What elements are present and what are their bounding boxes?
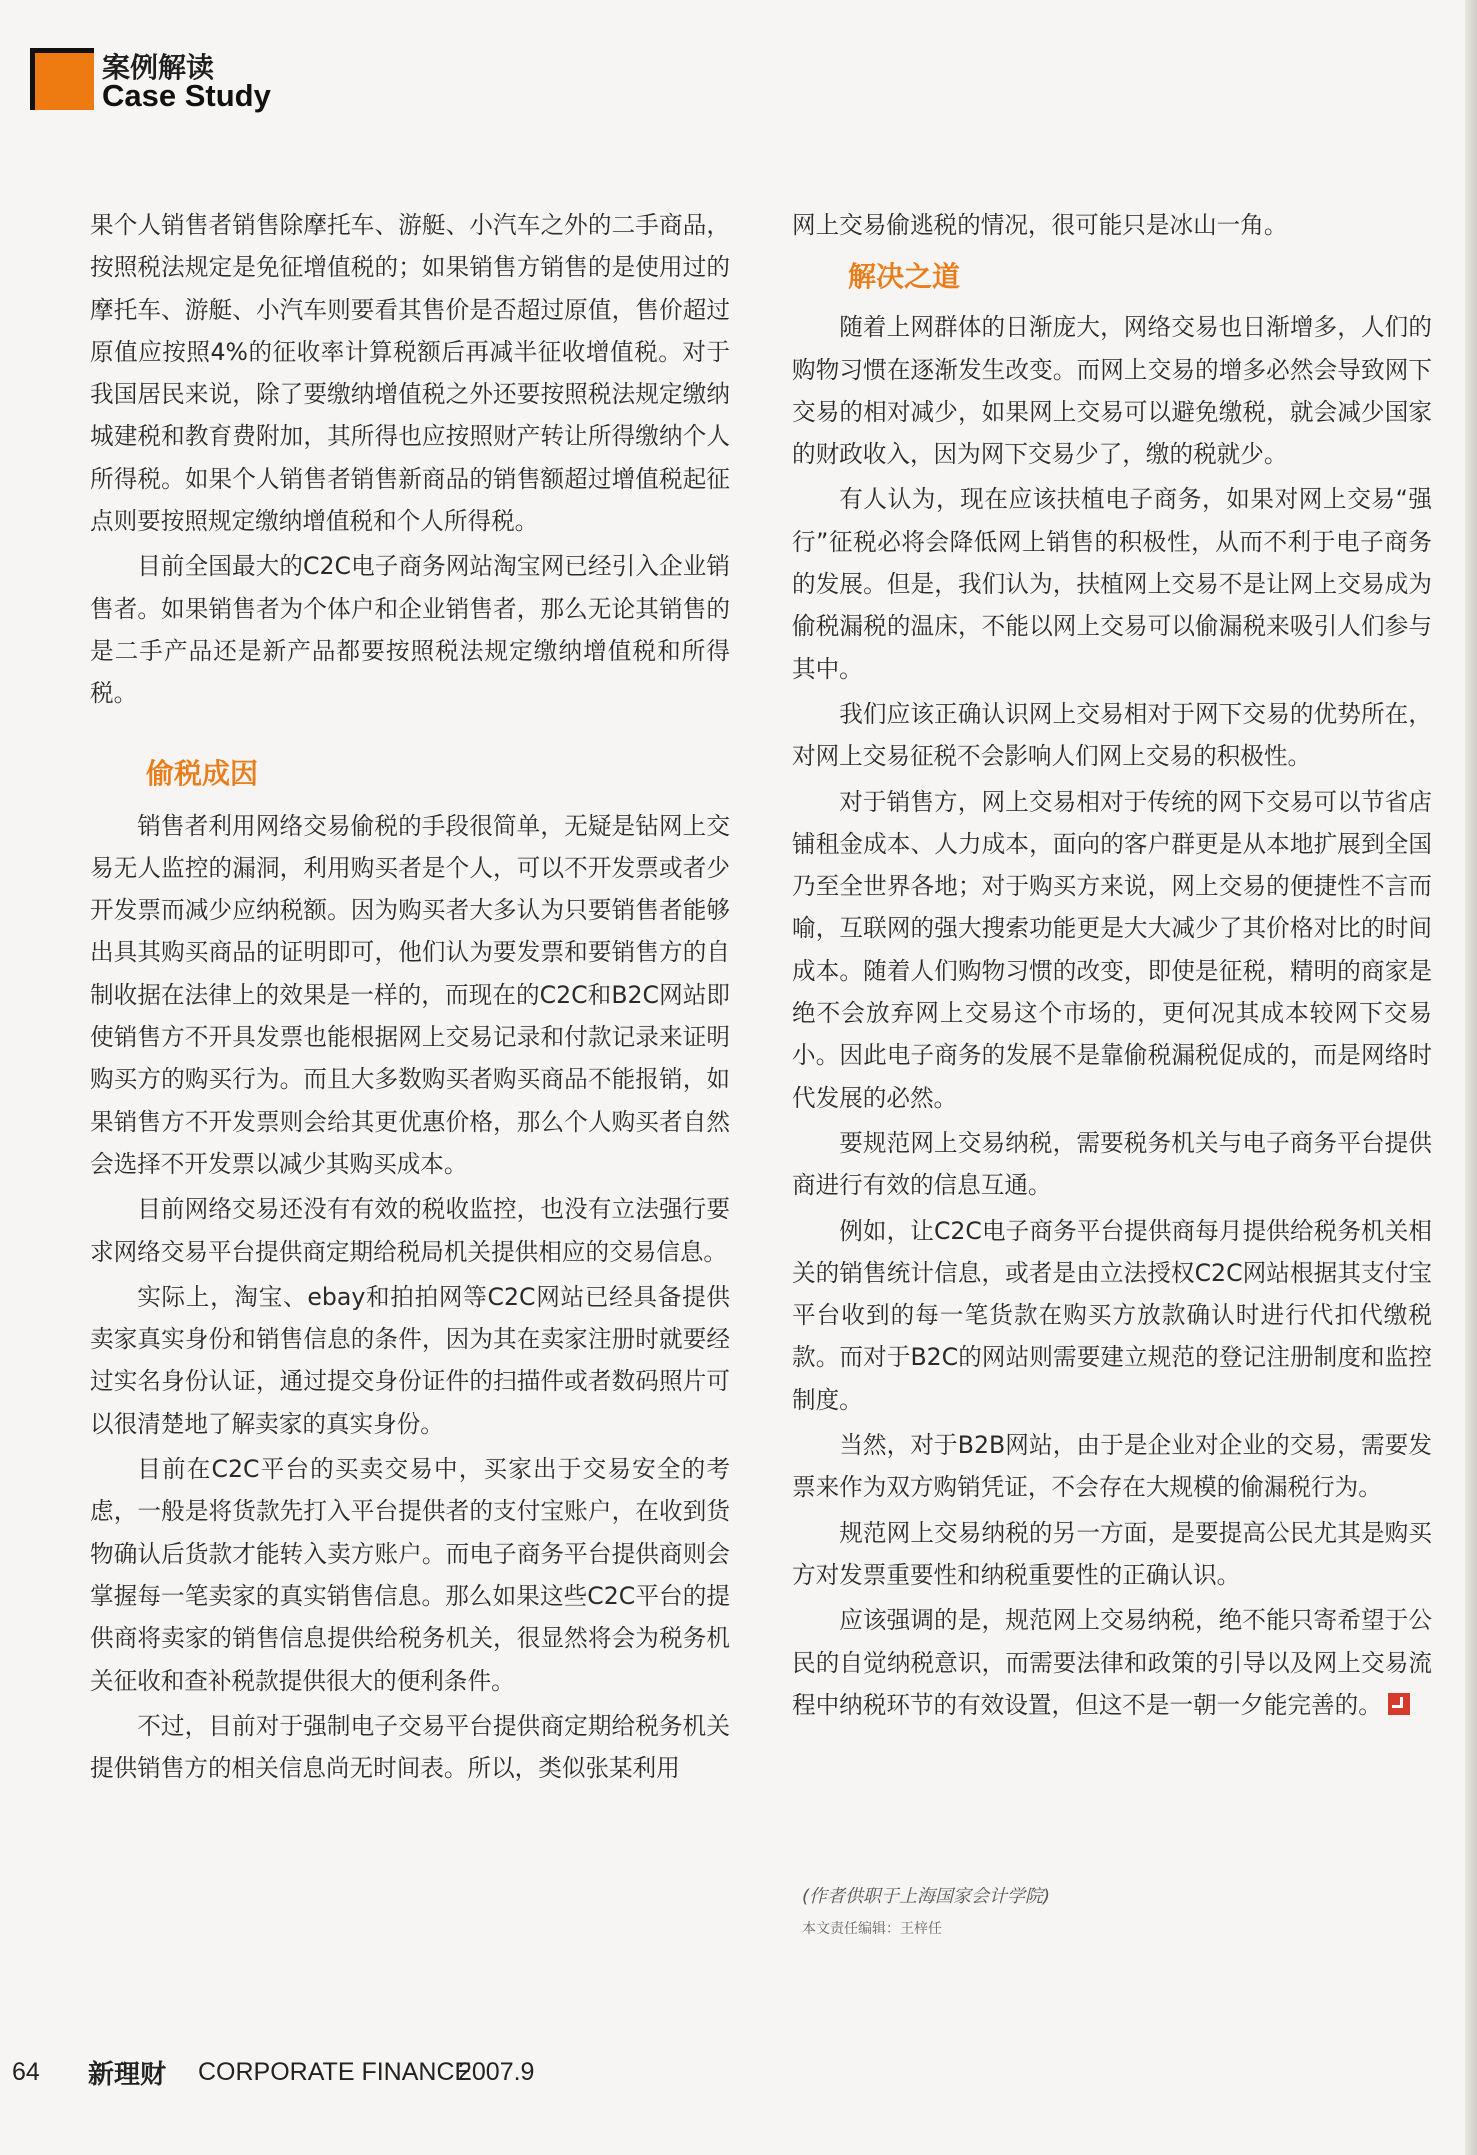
right-paragraph-3: 有人认为，现在应该扶植电子商务，如果对网上交易“强行”征税必将会降低网上销售的积极性，从而不利于电子商务的发展。但是，我们认为，扶植网上交易不是让网上交易成为偷税漏税的温床，不能以网上交易可以偷漏税来吸引人们参与其中。 [792,485,1432,683]
left-paragraph-3: 销售者利用网络交易偷税的手段很简单，无疑是钻网上交易无人监控的漏洞，利用购买者是个人，可以不开发票或者少开发票而减少应纳税额。因为购买者大多认为只要销售者能够出具其购买商品的证明即可，他们认为要发票和要销售方的自制收据在法律上的效果是一样的，而现在的C2C和B2C网站即使销售方不开具发票也能根据网上交易记录和付款记录来证明购买方的购买行为。而且大多数购买者购买商品不能报销，如果销售方不开发票则会给其更优惠价格，那么个人购买者自然会选择不开发票以减少其购买成本。 [90,811,730,1178]
magazine-brand: 新理财 [88,2060,167,2090]
right-paragraph-1: 网上交易偷逃税的情况，很可能只是冰山一角。 [792,211,1288,239]
section-marker-block [30,48,94,110]
section-title-cn: 案例解读 [102,51,215,84]
right-paragraph-4: 我们应该正确认识网上交易相对于网下交易的优势所在，对网上交易征税不会影响人们网上交易的积极性。 [792,699,1432,771]
heading-tax-evasion-causes: 偷税成因 [146,756,259,790]
editor-credit: 本文责任编辑：王梓任 [802,1921,942,1937]
section-title-en: Case Study [102,78,271,113]
right-paragraph-2: 随着上网群体的日渐庞大，网络交易也日渐增多，人们的购物习惯在逐渐发生改变。而网上交易的增多必然会导致网下交易的相对减少，如果网上交易可以避免缴税，就会减少国家的财政收入，因为网下交易少了，缴的税就少。 [792,313,1432,469]
left-column [90,204,730,1792]
right-paragraph-9: 规范网上交易纳税的另一方面，是要提高公民尤其是购买方对发票重要性和纳税重要性的正确认识。 [792,1518,1432,1589]
left-paragraph-6: 目前在C2C平台的买卖交易中，买家出于交易安全的考虑，一般是将货款先打入平台提供者的支付宝账户，在收到货物确认后货款才能转入卖方账户。而电子商务平台提供商则会掌握每一笔卖家的真实销售信息。那么如果这些C2C平台的提供商将卖家的销售信息提供给税务机关，很显然将会为税务机关征收和查补税款提供很大的便利条件。 [90,1455,730,1695]
right-paragraph-10 [792,1599,1432,1726]
left-paragraph-2: 目前全国最大的C2C电子商务网站淘宝网已经引入企业销售者。如果销售者为个体户和企业销售者，那么无论其销售的是二手产品还是新产品都要按照税法规定缴纳增值税和所得税。 [90,552,730,708]
left-paragraph-1: 果个人销售者销售除摩托车、游艇、小汽车之外的二手商品，按照税法规定是免征增值税的；如果销售方销售的是使用过的摩托车、游艇、小汽车则要看其售价是否超过原值，售价超过原值应按照4%的征收率计算税额后再减半征收增值税。对于我国居民来说，除了要缴纳增值税之外还要按照税法规定缴纳城建税和教育费附加，其所得也应按照财产转让所得缴纳个人所得税。如果个人销售者销售新商品的销售额超过增值税起征点则要按照规定缴纳增值税和个人所得税。 [90,211,730,536]
right-paragraph-8: 当然，对于B2B网站，由于是企业对企业的交易，需要发票来作为双方购销凭证，不会存在大规模的偷漏税行为。 [792,1431,1432,1502]
right-column [792,204,1432,1729]
page-number: 64 [12,2058,40,2086]
end-of-article-icon [1388,1693,1410,1715]
left-paragraph-5: 实际上，淘宝、ebay和拍拍网等C2C网站已经具备提供卖家真实身份和销售信息的条件，因为其在卖家注册时就要经过实名身份认证，通过提交身份证件的扫描件或者数码照片可以很清楚地了解卖家的真实身份。 [90,1282,730,1438]
author-affiliation: (作者供职于上海国家会计学院) [802,1886,1051,1907]
magazine-name-en: CORPORATE FINANCE [198,2058,472,2086]
issue-date: 2007.9 [458,2058,535,2086]
page-edge-shadow [1465,0,1477,2155]
right-paragraph-6: 要规范网上交易纳税，需要税务机关与电子商务平台提供商进行有效的信息互通。 [792,1128,1432,1200]
heading-solutions: 解决之道 [848,260,961,294]
right-paragraph-5: 对于销售方，网上交易相对于传统的网下交易可以节省店铺租金成本、人力成本，面向的客户群更是从本地扩展到全国乃至全世界各地；对于购买方来说，网上交易的便捷性不言而喻，互联网的强大搜索功能更是大大减少了其价格对比的时间成本。随着人们购物习惯的改变，即使是征税，精明的商家是绝不会放弃网上交易这个市场的，更何况其成本较网下交易小。因此电子商务的发展不是靠偷税漏税促成的，而是网络时代发展的必然。 [792,787,1432,1112]
right-paragraph-7: 例如，让C2C电子商务平台提供商每月提供给税务机关相关的销售统计信息，或者是由立法授权C2C网站根据其支付宝平台收到的每一笔货款在购买方放款确认时进行代扣代缴税款。而对于B2C的网站则需要建立规范的登记注册制度和监控制度。 [792,1216,1432,1414]
left-paragraph-7: 不过，目前对于强制电子交易平台提供商定期给税务机关提供销售方的相关信息尚无时间表。所以，类似张某利用 [90,1711,730,1783]
right-paragraph-10-text: 应该强调的是，规范网上交易纳税，绝不能只寄希望于公民的自觉纳税意识，而需要法律和政策的引导以及网上交易流程中纳税环节的有效设置，但这不是一朝一夕能完善的。 [792,1606,1432,1719]
left-paragraph-4: 目前网络交易还没有有效的税收监控，也没有立法强行要求网络交易平台提供商定期给税局机关提供相应的交易信息。 [90,1195,730,1266]
